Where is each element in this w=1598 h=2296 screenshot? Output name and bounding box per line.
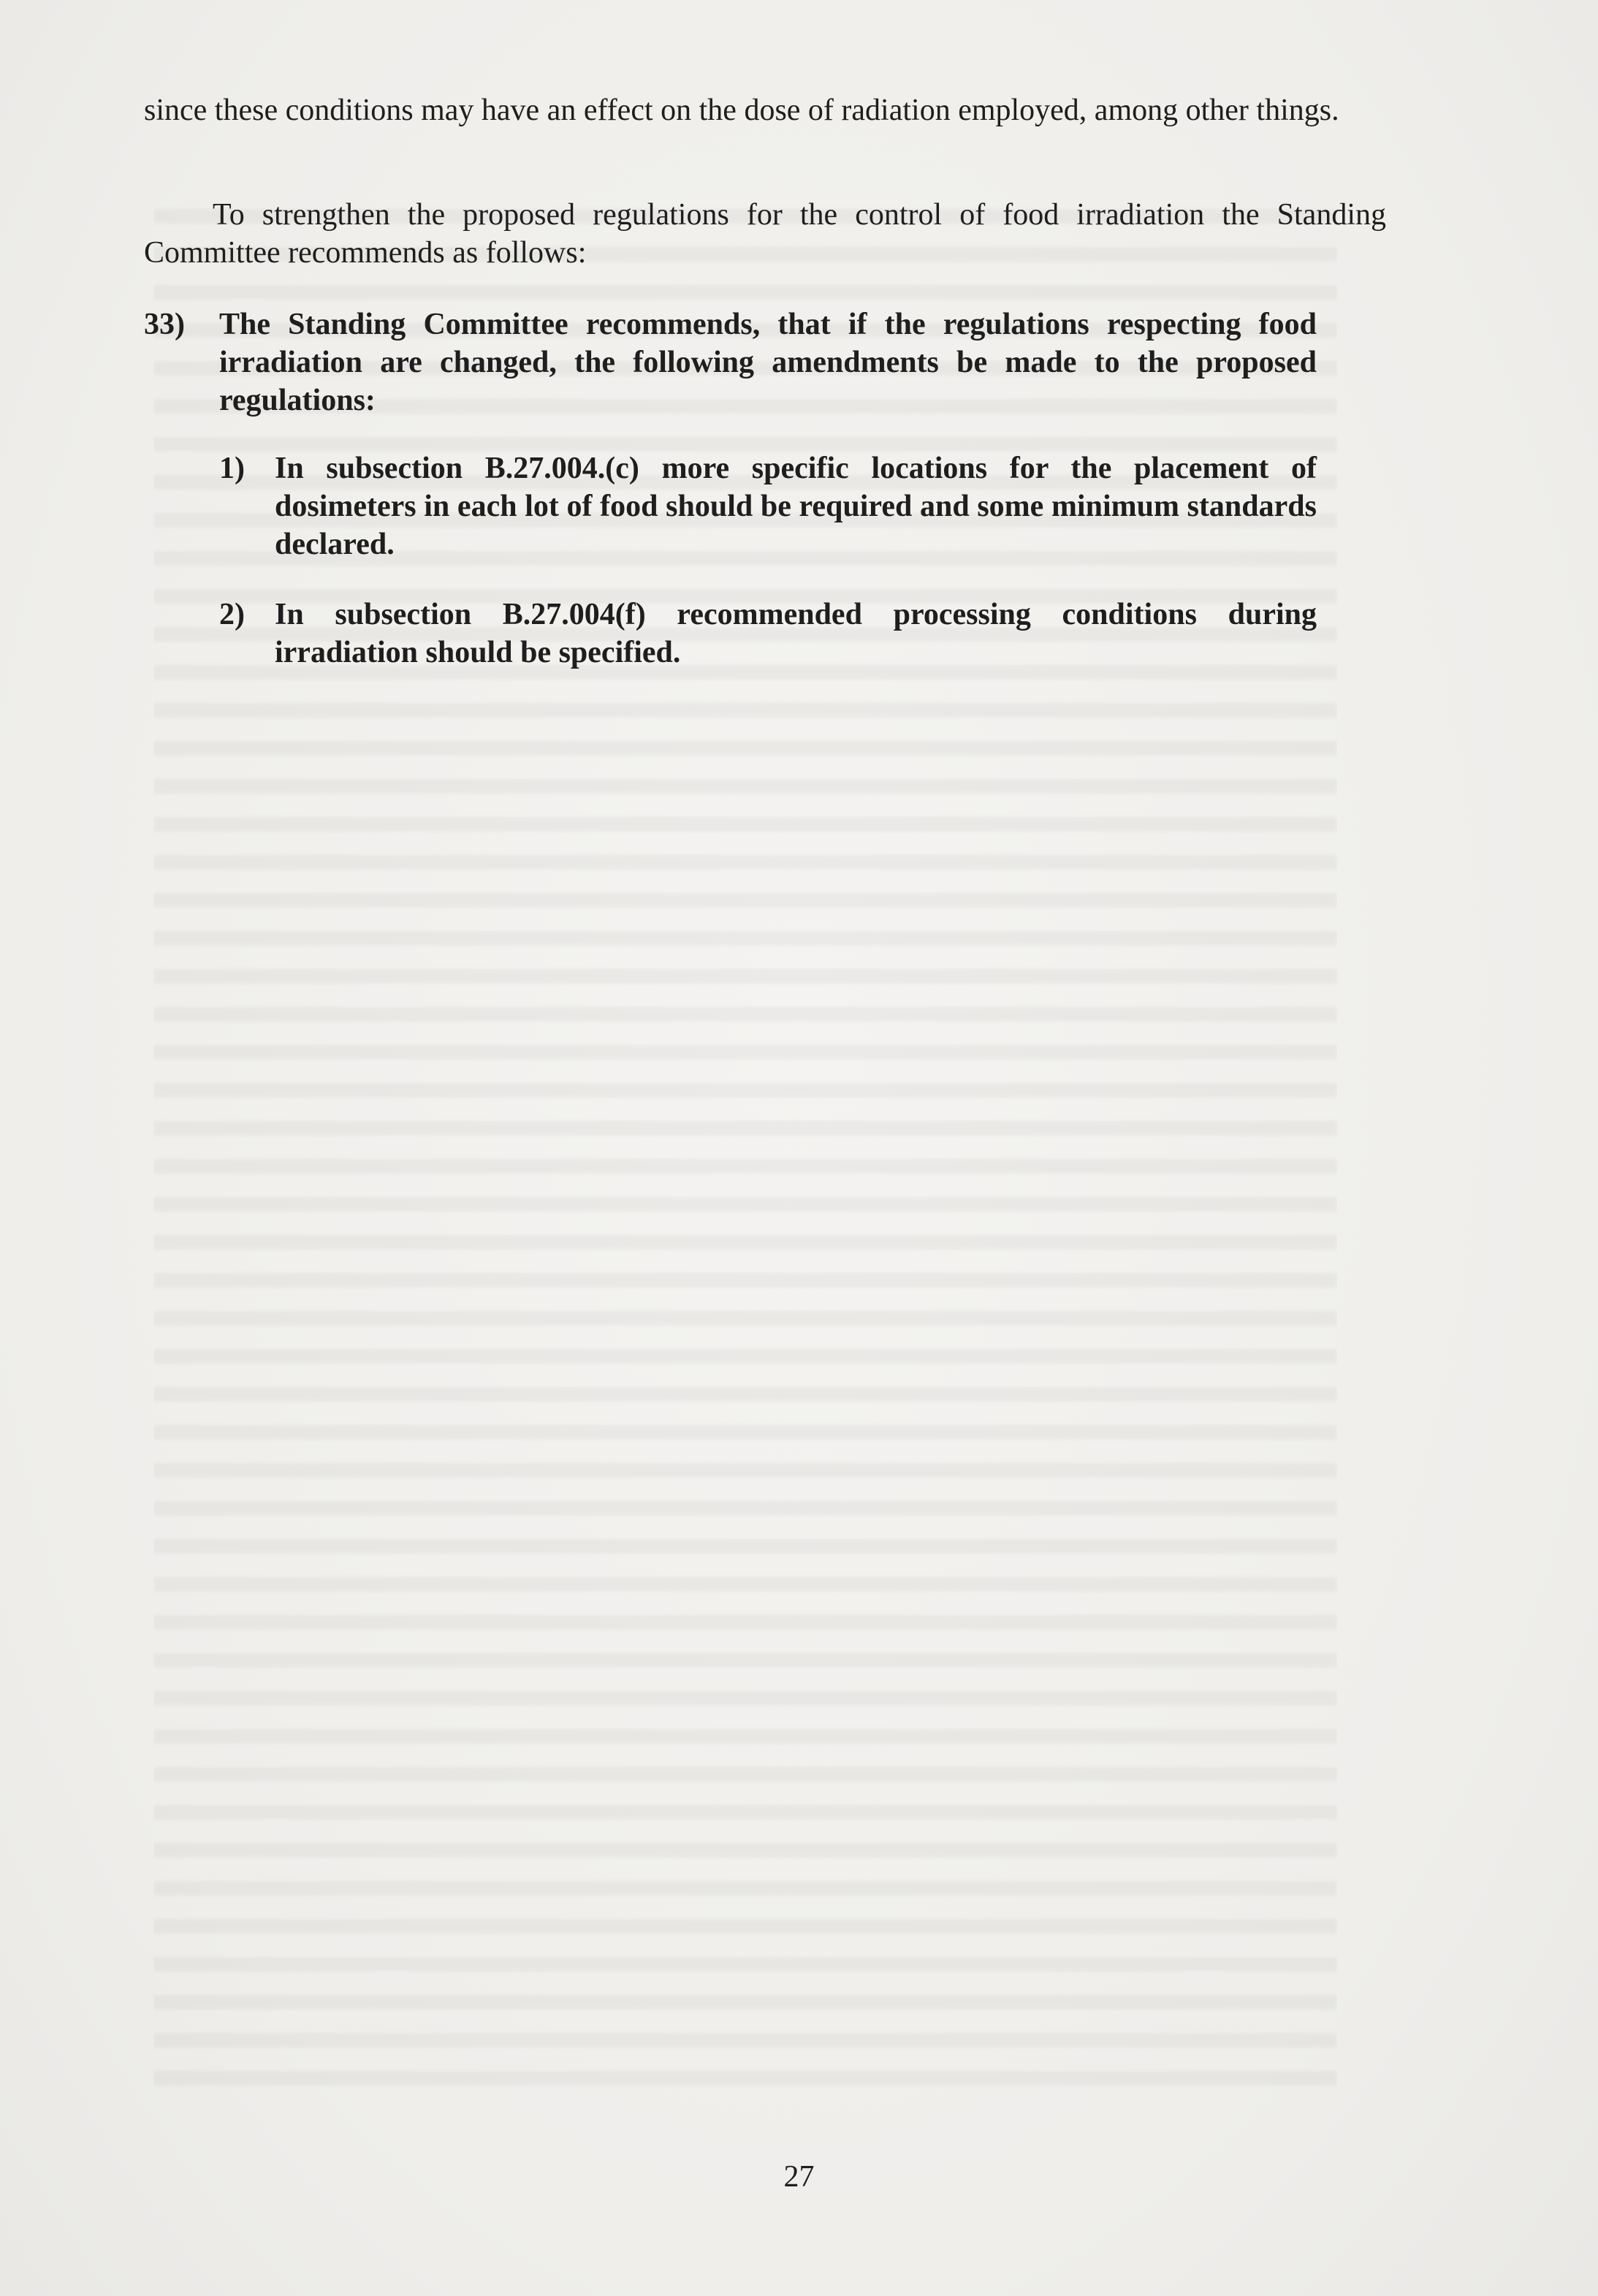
amendment-text: In subsection B.27.004.(c) more specific locations for the placement of dosimeters in each lot of food should be required and some minimum standards declared. — [275, 452, 1317, 561]
intro-paragraph: since these conditions may have an effect on the dose of radiation employed, among other things. — [144, 94, 1339, 127]
page-number: 27 — [783, 2160, 815, 2194]
amendment-number: 1) — [219, 452, 245, 485]
recommendation-number: 33) — [144, 308, 185, 341]
amendment-number: 2) — [219, 598, 245, 631]
recommendation-text: The Standing Committee recommends, that if the regulations respecting food irradiation are changed, the following amendments be made to the proposed regulations: — [219, 308, 1317, 417]
amendment-text: In subsection B.27.004(f) recommended processing conditions during irradiation should be specified. — [275, 598, 1317, 669]
lead-paragraph: To strengthen the proposed regulations for the control of food irradiation the Standing Committee recommends as follows: — [144, 198, 1386, 270]
